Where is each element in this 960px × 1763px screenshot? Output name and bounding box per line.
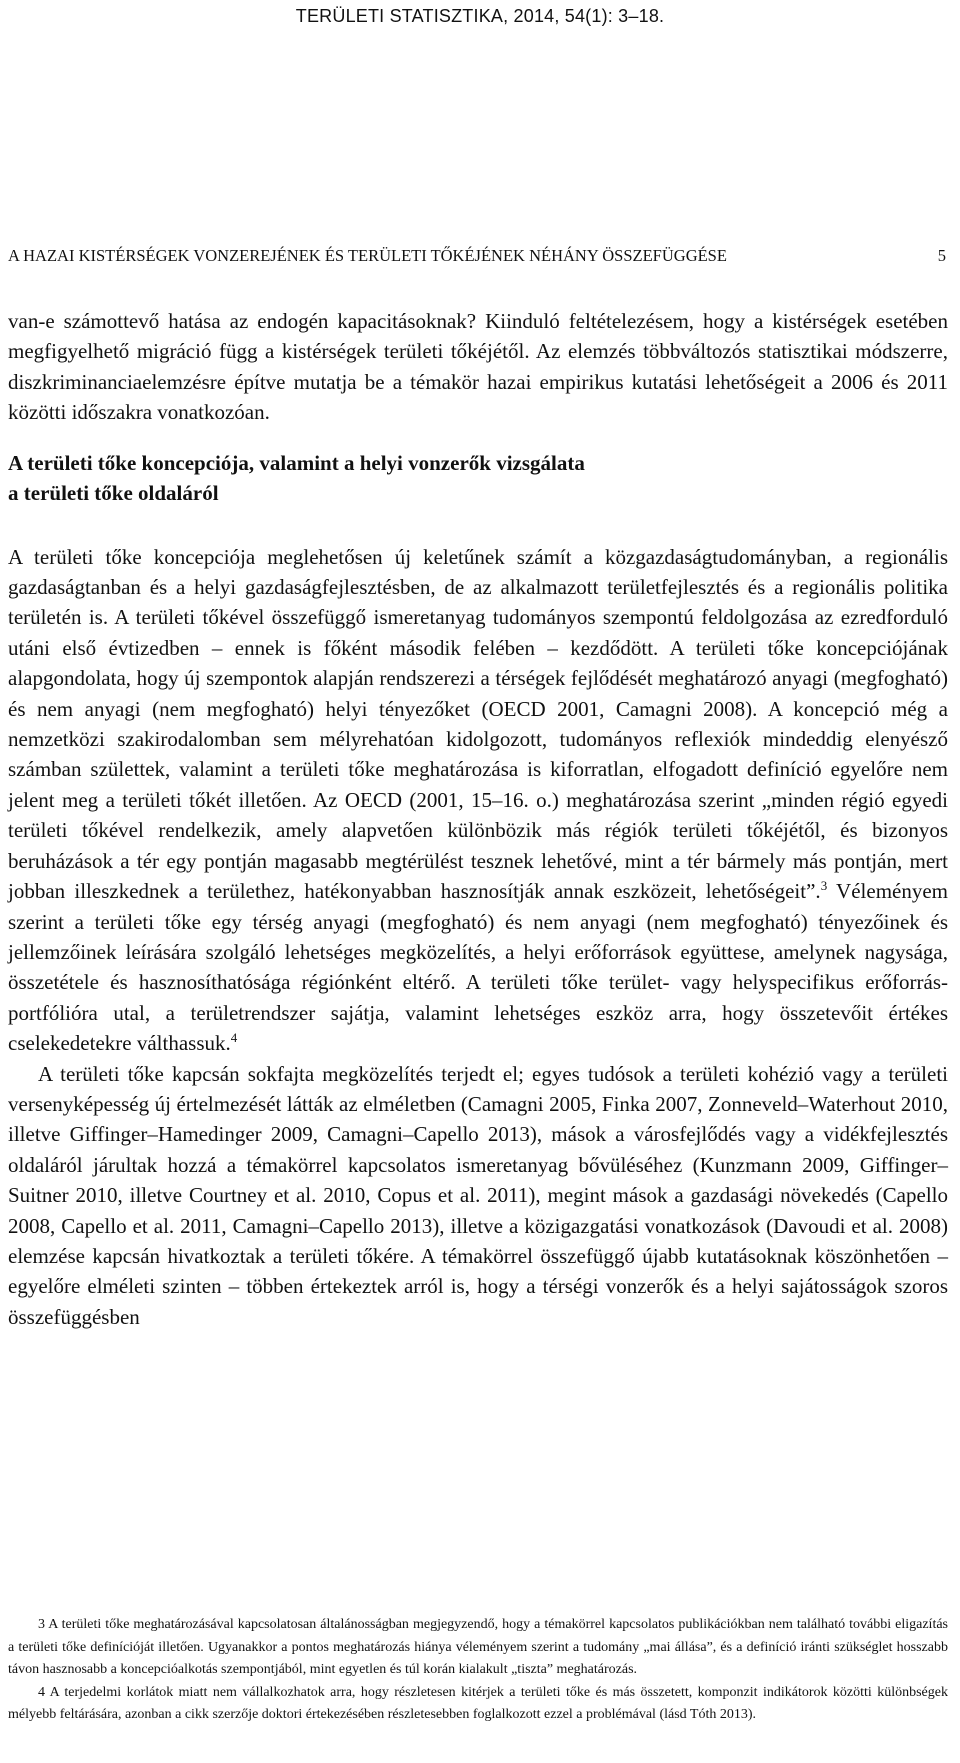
running-head bbox=[8, 246, 946, 266]
paragraph-1 bbox=[8, 542, 948, 1059]
footnotes bbox=[8, 1614, 948, 1727]
footnote-ref-3[interactable]: 3 bbox=[820, 878, 828, 894]
intro-paragraph: van-e számottevő hatása az endogén kapacitásoknak? Kiinduló feltételezésem, hogy a kistérségek esetében megfigyelhető migráció függ a kistérségek területi tőkéjétől. Az elemzés többváltozós statisztikai módszerre, diszkriminanciaelemzésre építve mutatja be a témakör hazai empirikus kutatási lehetőségeit a 2006 és 2011 közötti időszakra vonatkozóan. bbox=[8, 309, 948, 425]
footnote-3: 3 A területi tőke meghatározásával kapcsolatosan általánosságban megjegyzendő, hogy a témakörrel kapcsolatos publikációkban nem található további eligazítás a területi tőke definícióját illetően. Ugyanakkor a pontos meghatározás hiánya véleményem szerint a tudomány „mai állása”, és a definíció iránti szükséglet hosszabb távon hasznosabb a koncepcióalkotás szempontjából, mint egyetlen és túl korán kialakult „tiszta” meghatározás. bbox=[8, 1617, 948, 1678]
paragraph-2: A területi tőke kapcsán sokfajta megközelítés terjedt el; egyes tudósok a területi kohézió vagy a területi versenyképesség új értelmezését látták az elméletben (Camagni 2005, Finka 2007, Zonneveld–Waterhout 2010, illetve Giffinger–Hamedinger 2009, Camagni–Capello 2013), mások a városfejlődés vagy a vidékfejlesztés oldaláról járultak hozzá a témakörrel kapcsolatos ismeretanyag bővüléséhez (Kunzmann 2009, Giffinger–Suitner 2010, illetve Courtney et al. 2010, Copus et al. 2011), megint mások a gazdasági növekedés (Capello 2008, Capello et al. 2011, Camagni–Capello 2013), illetve a közigazgatási vonatkozások (Davoudi et al. 2008) elemzése kapcsán hivatkoztak a területi tőkére. A témakörrel összefüggő újabb kutatásoknak köszönhetően – egyelőre elméleti szinten – többen értekeztek arról is, hogy a térségi vonzerők és a helyi sajátosságok szoros összefüggésben bbox=[8, 1061, 948, 1329]
page-number: 5 bbox=[937, 246, 946, 265]
running-head-title: A HAZAI KISTÉRSÉGEK VONZEREJÉNEK ÉS TERÜLETI TŐKÉJÉNEK NÉHÁNY ÖSSZEFÜGGÉSE bbox=[8, 246, 727, 265]
footnote-ref-4[interactable]: 4 bbox=[230, 1030, 238, 1046]
footnote-4: 4 A terjedelmi korlátok miatt nem vállalkozhatok arra, hogy részletesen kitérjek a területi tőke és más összetett, komponzit indikátorok közötti különbségek mélyebb feltárására, azonban a cikk szerzője doktori értekezésében részletesebben foglalkozott ezzel a problémával (lásd Tóth 2013). bbox=[8, 1684, 948, 1723]
paragraph-1-part-a: A területi tőke koncepciója meglehetősen új keletűnek számít a közgazdaságtudományban, a regionális gazdaságtanban és a helyi gazdaságfejlesztésben, de az alkalmazott területfejlesztés és a regionális politika területén is. A területi tőkével összefüggő ismeretanyag tudományos szempontú feldolgozása az ezredforduló utáni első évtizedben – ennek is főként második felében – kezdődött. A területi tőke koncepciójának alapgondolata, hogy új szempontok alapján rendszerezi a térségek fejlődését meghatározó anyagi (megfogható) és nem anyagi (nem megfogható) helyi tényezőket (OECD 2001, Camagni 2008). A koncepció még a nemzetközi szakirodalomban sem mélyrehatóan kidolgozott, tudományos reflexiók mindeddig elenyésző számban születtek, valamint a területi tőke meghatározása is kiforratlan, elfogadott definíció egyelőre nem jelent meg a területi tőkét illetően. Az OECD (2001, 15–16. o.) meghatározása szerint „minden régió egyedi területi tőkével rendelkezik, amely alapvetően különbözik más régiók területi tőkéjétől, és bizonyos beruházások a tér egy pontján magasabb megtérülést tesznek lehetővé, mint a tér bármely más pontján, mert jobban illeszkednek a területhez, hatékonyabban hasznosítják annak eszközeit, lehetőségeit”. bbox=[8, 544, 948, 904]
journal-header: TERÜLETI STATISZTIKA, 2014, 54(1): 3–18. bbox=[295, 6, 665, 26]
paragraph-1-part-b: Véleményem szerint a területi tőke egy térség anyagi (megfogható) és nem anyagi (nem megfogható) tényezőinek és jellemzőinek leírására szolgáló lehetséges megközelítés, a helyi erőforrások együttese, amelynek nagysága, összetétele és hasznosíthatósága régiónként eltérő. A területi tőke terület- vagy helyspecifikus erőforrás-portfólióra utal, a területrendszer sajátja, valamint lehetséges eszköz arra, hogy összetevőit értékes cselekedetekre válthassuk. bbox=[8, 879, 948, 1056]
article-body bbox=[8, 306, 948, 1332]
section-title-line1: A területi tőke koncepciója, valamint a helyi vonzerők vizsgálata bbox=[8, 450, 585, 475]
section-title-line2: a területi tőke oldaláról bbox=[8, 480, 219, 505]
section-title bbox=[8, 448, 948, 508]
